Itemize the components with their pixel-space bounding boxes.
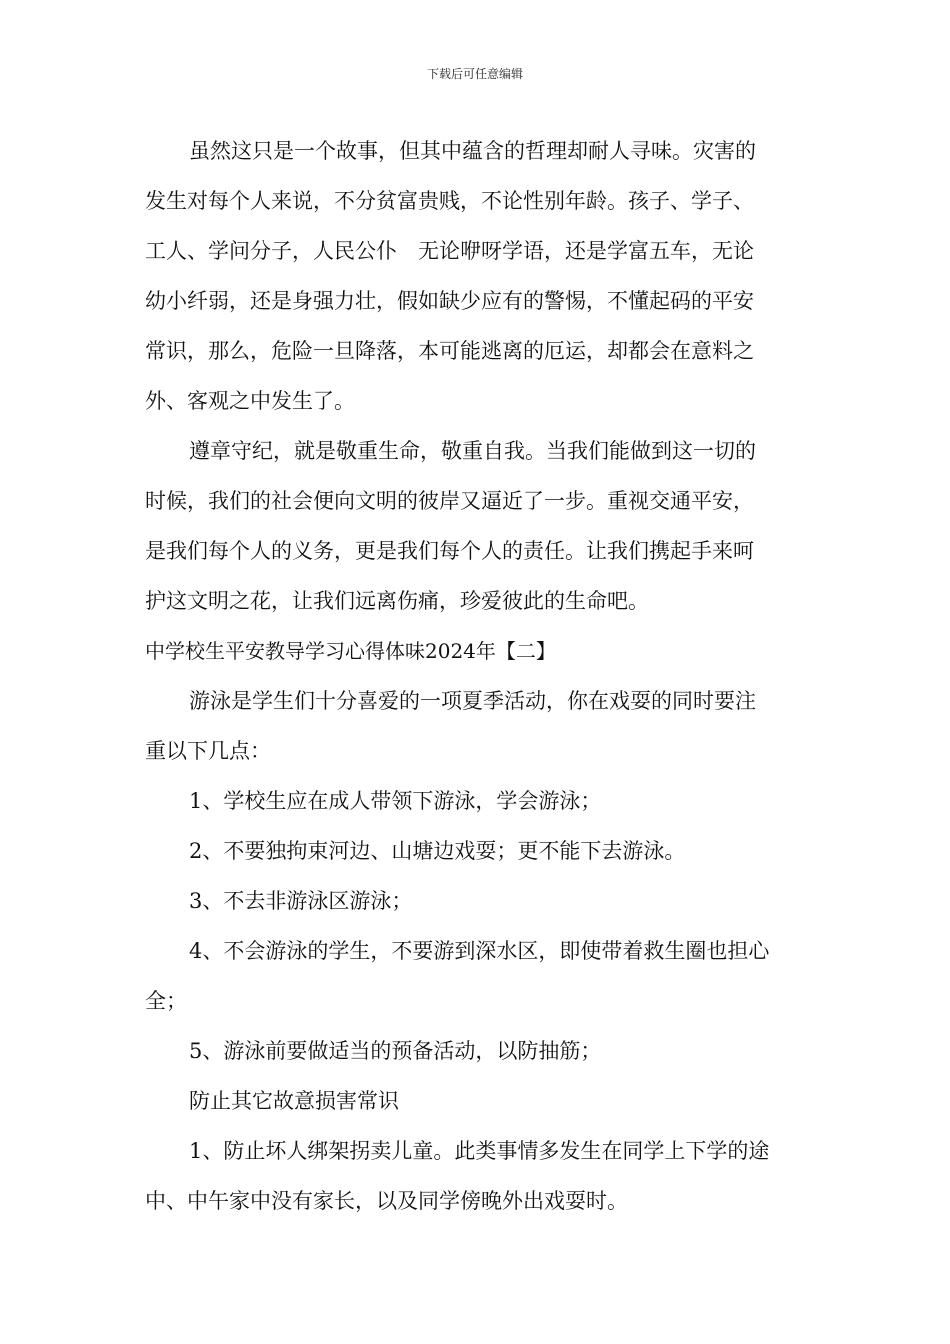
list-item: 2、不要独拘束河边、山塘边戏耍；更不能下去游泳。 (189, 839, 686, 863)
page-header: 下载后可任意编辑 (426, 67, 523, 81)
section-heading: 中学校生平安教导学习心得体味2024年【二】 (145, 639, 556, 663)
text-line: 发生对每个人来说，不分贫富贵贱，不论性别年龄。孩子、学子、 (145, 189, 754, 213)
subsection-title: 防止其它故意损害常识 (189, 1089, 399, 1113)
text-line: 工人、学问分子，人民公仆 无论咿呀学语，还是学富五车，无论 (145, 239, 754, 263)
list-item: 1、防止坏人绑架拐卖儿童。此类事情多发生在同学上下学的途 (189, 1139, 770, 1163)
text-line: 遵章守纪，就是敬重生命，敬重自我。当我们能做到这一切的 (189, 439, 756, 463)
text-line: 外、客观之中发生了。 (145, 389, 355, 413)
text-line: 常识，那么，危险一旦降落，本可能逃离的厄运，却都会在意料之 (145, 339, 754, 363)
text-line: 护这文明之花，让我们远离伤痛，珍爱彼此的生命吧。 (145, 589, 649, 613)
list-item: 5、游泳前要做适当的预备活动，以防抽筋； (189, 1039, 602, 1063)
document-body (145, 126, 810, 1226)
text-line: 中、中午家中没有家长，以及同学傍晚外出戏耍时。 (145, 1189, 628, 1213)
text-line: 幼小纤弱，还是身强力壮，假如缺少应有的警惕，不懂起码的平安 (145, 289, 754, 313)
text-line: 重以下几点： (145, 739, 271, 763)
text-line: 时候，我们的社会便向文明的彼岸又逼近了一步。重视交通平安， (145, 489, 754, 513)
text-line: 游泳是学生们十分喜爱的一项夏季活动，你在戏耍的同时要注 (189, 689, 756, 713)
text-line: 虽然这只是一个故事，但其中蕴含的哲理却耐人寻味。灾害的 (189, 139, 756, 163)
text-line: 全； (145, 989, 187, 1013)
list-item: 3、不去非游泳区游泳； (189, 889, 413, 913)
text-line: 是我们每个人的义务，更是我们每个人的责任。让我们携起手来呵 (145, 539, 754, 563)
list-item: 4、不会游泳的学生，不要游到深水区，即使带着救生圈也担心 (189, 939, 770, 963)
list-item: 1、学校生应在成人带领下游泳，学会游泳； (189, 789, 602, 813)
